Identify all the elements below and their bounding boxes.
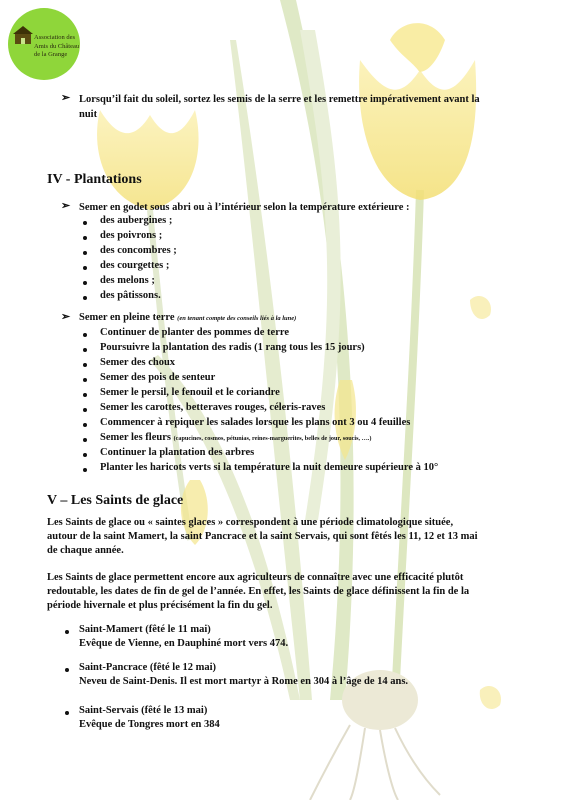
bullet-icon bbox=[83, 221, 87, 225]
saint-name: Saint-Pancrace bbox=[79, 662, 148, 673]
terre-item: Poursuivre la plantation des radis (1 rang tous les 15 jours) bbox=[100, 342, 365, 353]
abri-item: des aubergines ; bbox=[100, 215, 173, 226]
para2-line: période hivernale et plus précisément la fin du gel. bbox=[47, 600, 273, 611]
logo-line: Association des bbox=[34, 34, 75, 41]
saint-name: Saint-Mamert bbox=[79, 624, 143, 635]
saint-date: (fêté le 12 mai) bbox=[149, 662, 217, 673]
flowers-note: (capucines, cosmos, pétunias, reines-marguerites, belles de jour, soucis, ….) bbox=[173, 435, 372, 442]
bullet-icon bbox=[65, 630, 69, 634]
terre-heading bbox=[79, 312, 296, 323]
saint-date: (fêté le 11 mai) bbox=[145, 624, 211, 635]
intro-line-1: Lorsqu’il fait du soleil, sortez les semis de la serre et les remettre impérativement avant la bbox=[79, 94, 480, 105]
abri-item: des courgettes ; bbox=[100, 260, 170, 271]
terre-item: Semer des pois de senteur bbox=[100, 372, 216, 383]
terre-heading-text: Semer en pleine terre bbox=[79, 312, 175, 323]
bullet-icon bbox=[83, 438, 87, 442]
section-heading-plantations: IV - Plantations bbox=[47, 172, 142, 187]
para2-line: Les Saints de glace permettent encore aux agriculteurs de connaître avec une efficacité plutôt bbox=[47, 572, 464, 583]
saint-title bbox=[79, 705, 207, 716]
bullet-icon bbox=[83, 408, 87, 412]
bullet-icon bbox=[83, 266, 87, 270]
chateau-icon bbox=[12, 24, 34, 46]
logo-text bbox=[34, 34, 79, 60]
bullet-icon bbox=[83, 393, 87, 397]
saint-title bbox=[79, 624, 211, 635]
abri-item: des melons ; bbox=[100, 275, 155, 286]
bullet-icon bbox=[83, 296, 87, 300]
terre-item-flowers bbox=[100, 432, 371, 443]
section-heading-saints-de-glace: V – Les Saints de glace bbox=[47, 493, 184, 508]
bullet-icon bbox=[83, 468, 87, 472]
association-logo bbox=[8, 8, 80, 80]
arrow-bullet-icon: ➢ bbox=[61, 200, 71, 212]
bullet-icon bbox=[83, 251, 87, 255]
abri-item: des poivrons ; bbox=[100, 230, 163, 241]
para2-line: redoutable, les dates de fin de gel de l’année. En effet, les Saints de glace définissent la fin de la bbox=[47, 586, 470, 597]
terre-note: (en tenant compte des conseils liés à la lune) bbox=[177, 315, 297, 322]
arrow-bullet-icon: ➢ bbox=[61, 311, 71, 323]
intro-line-2: nuit bbox=[79, 109, 98, 120]
bullet-icon bbox=[83, 333, 87, 337]
para1-line: autour de la saint Mamert, la saint Pancrace et la saint Servais, qui sont fêtés les 11, 12 et 13 mai bbox=[47, 531, 478, 542]
abri-item: des pâtissons. bbox=[100, 290, 161, 301]
bullet-icon bbox=[65, 668, 69, 672]
terre-item: Planter les haricots verts si la température la nuit demeure supérieure à 10° bbox=[100, 462, 439, 473]
para1-line: Les Saints de glace ou « saintes glaces » correspondent à une période climatologique située, bbox=[47, 517, 454, 528]
terre-item: Continuer de planter des pommes de terre bbox=[100, 327, 289, 338]
para1-line: de chaque année. bbox=[47, 545, 124, 556]
saint-desc: Evêque de Tongres mort en 384 bbox=[79, 719, 220, 730]
bullet-icon bbox=[83, 378, 87, 382]
bullet-icon bbox=[83, 281, 87, 285]
bullet-icon bbox=[83, 363, 87, 367]
bullet-icon bbox=[65, 711, 69, 715]
bullet-icon bbox=[83, 423, 87, 427]
abri-item: des concombres ; bbox=[100, 245, 177, 256]
terre-item: Semer le persil, le fenouil et le coriandre bbox=[100, 387, 280, 398]
bullet-icon bbox=[83, 453, 87, 457]
saint-name: Saint-Servais bbox=[79, 705, 139, 716]
saint-desc: Neveu de Saint-Denis. Il est mort martyr à Rome en 304 à l’âge de 14 ans. bbox=[79, 676, 409, 687]
terre-item: Commencer à repiquer les salades lorsque les plans ont 3 ou 4 feuilles bbox=[100, 417, 411, 428]
bullet-icon bbox=[83, 348, 87, 352]
arrow-bullet-icon: ➢ bbox=[61, 92, 71, 104]
saint-date: (fêté le 13 mai) bbox=[141, 705, 208, 716]
logo-line: de la Grange bbox=[34, 51, 68, 58]
terre-item: Semer les carottes, betteraves rouges, céleris-raves bbox=[100, 402, 326, 413]
bullet-icon bbox=[83, 236, 87, 240]
saint-title bbox=[79, 662, 216, 673]
logo-line: Amis du Château bbox=[34, 42, 80, 50]
abri-heading: Semer en godet sous abri ou à l’intérieur selon la température extérieure : bbox=[79, 202, 410, 213]
terre-item: Semer des choux bbox=[100, 357, 176, 368]
saint-desc: Evêque de Vienne, en Dauphiné mort vers 474. bbox=[79, 638, 289, 649]
terre-item: Continuer la plantation des arbres bbox=[100, 447, 255, 458]
flowers-label: Semer les fleurs bbox=[100, 432, 171, 443]
